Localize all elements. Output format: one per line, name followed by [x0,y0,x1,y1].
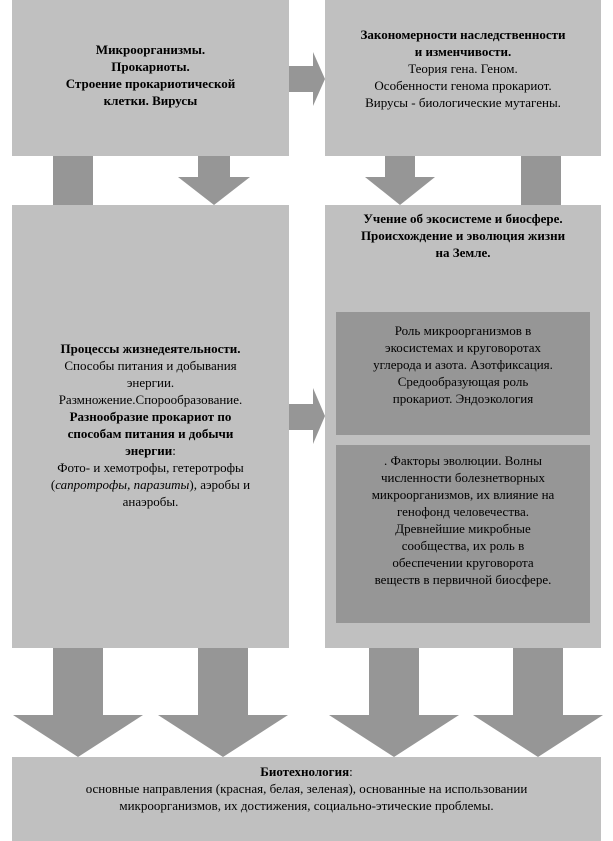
box-life-processes [12,205,289,648]
sub-box-ecosystem-role-text [336,322,590,407]
arrow-box3-to-box4 [289,388,325,444]
sub-box-evolution-factors-text [336,452,590,588]
arrow-box1-to-box3-left [53,156,93,205]
title-line: клетки. Вирусы [103,93,198,108]
body-line: Древнейшие микробные [395,521,531,536]
body-line: веществ в первичной биосфере. [374,572,552,587]
body-line: основные направления (красная, белая, зеленая), основанные на использовании [85,781,528,796]
body-line: . Факторы эволюции. Волны [384,453,542,468]
body-line: Способы питания и добывания [64,358,237,373]
body-line: микроорганизмов, их достижения, социально-этические проблемы. [119,798,494,813]
title-line: Микроорганизмы. [95,42,206,57]
body-line: анаэробы. [122,494,179,509]
arrow-box1-to-box3-down [178,156,250,205]
box-microorganisms-title [12,41,289,109]
title-line: Закономерности наследственности [360,27,566,42]
heading2-last: энергии [125,443,173,458]
body-line: прокариот. Эндоэкология [392,391,534,406]
body-line: Вирусы - биологические мутагены. [365,95,561,110]
heading2-last-line [16,442,285,459]
body-line: Размножение.Спорообразование. [58,392,243,407]
sub-box-evolution-factors [336,445,590,623]
arrow-box4-to-box5-left [329,648,459,757]
arrow-box2-to-box4-down [365,156,435,205]
paren-close: ), аэробы и [189,477,251,492]
biotech-colon: : [349,764,353,779]
body-line: генофонд человечества. [396,504,529,519]
box-life-processes-text [16,340,285,510]
heading2-line: способам питания и добычи [67,426,234,441]
biotech-title: Биотехнология [260,764,350,779]
body-line: Фото- и хемотрофы, гетеротрофы [57,460,244,475]
arrow-box3-to-box5-right [158,648,288,757]
title-line: и изменчивости. [414,44,512,59]
biotech-title-line [12,763,601,780]
title-line: Учение об экосистеме и биосфере. [363,211,563,226]
italic-text: сапротрофы, паразиты [55,477,190,492]
body-line: энергии. [126,375,175,390]
body-line: Особенности генома прокариот. [374,78,552,93]
body-line: Средообразующая роль [397,374,529,389]
body-line: экосистемах и круговоротах [384,340,541,355]
heading2-line: Разнообразие прокариот по [69,409,232,424]
body-line-mixed [16,476,285,493]
sub-box-ecosystem-role [336,312,590,435]
title-line: Происхождение и эволюция жизни [360,228,566,243]
box-heredity-text [325,26,601,111]
paren-open: ( [50,477,56,492]
title-line: Строение прокариотической [65,76,236,91]
body-line: Роль микроорганизмов в [394,323,532,338]
arrow-box2-to-box4-right [521,156,561,205]
box-ecosystem-title [325,210,601,261]
body-line: Теория гена. Геном. [408,61,518,76]
body-line: обеспечении круговорота [392,555,534,570]
body-line: микроорганизмов, их влияние на [371,487,555,502]
box-biotechnology [12,757,601,841]
heading: Процессы жизнедеятельности. [60,341,241,356]
heading2-colon: : [172,443,176,458]
box-biotechnology-text [12,763,601,814]
arrow-box1-to-box2 [289,52,325,106]
title-line: на Земле. [435,245,491,260]
title-line: Прокариоты. [111,59,190,74]
body-line: сообщества, их роль в [401,538,525,553]
box-microorganisms [12,0,289,156]
body-line: углерода и азота. Азотфиксация. [373,357,553,372]
arrow-box4-to-box5-right [473,648,603,757]
arrow-box3-to-box5-left [13,648,143,757]
body-line: численности болезнетворных [380,470,546,485]
box-heredity [325,0,601,156]
box-ecosystem [325,205,601,648]
